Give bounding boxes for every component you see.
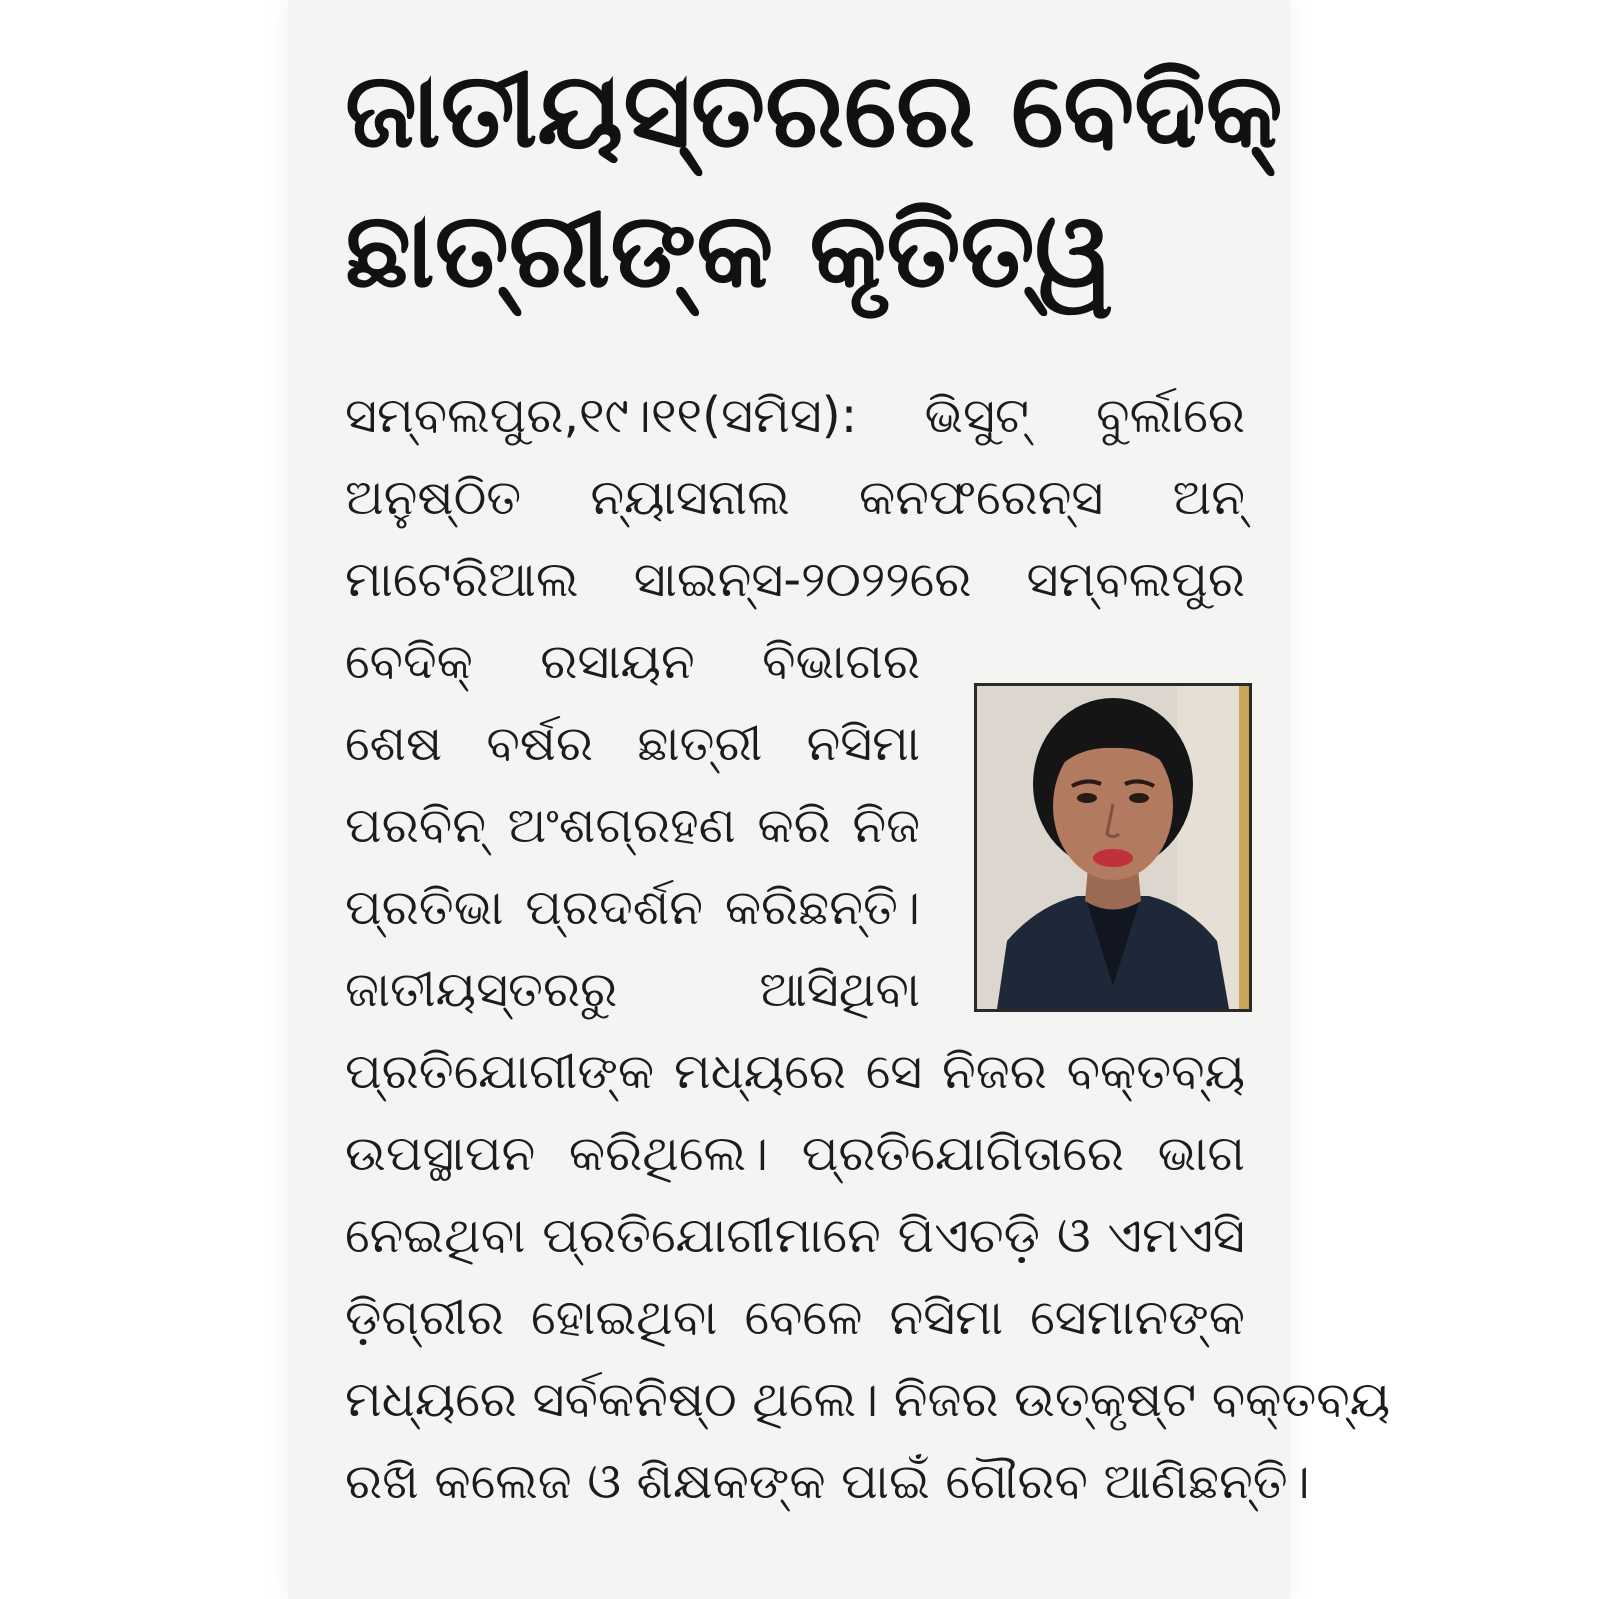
- headline-line-2: ଛାତ୍ରୀଙ୍କ କୃତିତ୍ୱ: [345, 189, 1114, 311]
- body-line-10: ଉପସ୍ଥାପନ କରିଥିଲେ। ପ୍ରତିଯୋଗିତାରେ ଭାଗ: [345, 1125, 1245, 1182]
- body-line-14: ରଖି କଲେଜ ଓ ଶିକ୍ଷକଙ୍କ ପାଇଁ ଗୌରବ ଆଣିଛନ୍ତି।: [345, 1453, 1310, 1510]
- body-line-12: ଡ଼ିଗ୍ରୀର ହୋଇଥିବା ବେଳେ ନସିମା ସେମାନଙ୍କ: [345, 1289, 1245, 1346]
- student-photo: [974, 683, 1252, 1012]
- body-line-7: ପ୍ରତିଭା ପ୍ରଦର୍ଶନ କରିଛନ୍ତି।: [345, 879, 920, 936]
- body-line-8: ଜାତୀୟସ୍ତରରୁ ଆସିଥିବା: [345, 961, 920, 1018]
- body-line-9: ପ୍ରତିଯୋଗୀଙ୍କ ମଧ୍ୟରେ ସେ ନିଜର ବକ୍ତବ୍ୟ: [345, 1043, 1245, 1100]
- body-line-11: ନେଇଥିବା ପ୍ରତିଯୋଗୀମାନେ ପିଏଚଡ଼ି ଓ ଏମଏସି: [345, 1207, 1245, 1264]
- body-line-2: ଅନୁଷ୍ଠିତ ନ୍ୟାସନାଲ କନଫରେନ୍ସ ଅନ୍: [345, 469, 1245, 526]
- body-line-5: ଶେଷ ବର୍ଷର ଛାତ୍ରୀ ନସିମା: [345, 715, 920, 772]
- body-line-1: ସମ୍ବଲପୁର,୧୯।୧୧(ସମିସ): ଭିସୁଟ୍ ବୁର୍ଲାରେ: [345, 387, 1245, 444]
- body-line-3: ମାଟେରିଆଲ ସାଇନ୍ସ-୨୦୨୨ରେ ସମ୍ବଲପୁର: [345, 551, 1245, 608]
- body-line-6: ପରବିନ୍ ଅଂଶଗ୍ରହଣ କରି ନିଜ: [345, 797, 920, 854]
- headline-line-1: ଜାତୀୟସ୍ତରରେ ବେଦିକ୍: [345, 49, 1283, 171]
- portrait-illustration: [977, 686, 1249, 1009]
- body-line-4: ବେଦିକ୍ ରସାୟନ ବିଭାଗର: [345, 633, 920, 690]
- headline: [345, 40, 1283, 320]
- body-line-13: ମଧ୍ୟରେ ସର୍ବକନିଷ୍ଠ ଥିଲେ। ନିଜର ଉତ୍କୃଷ୍ଟ ବକ୍ତବ୍ୟ: [345, 1371, 1391, 1428]
